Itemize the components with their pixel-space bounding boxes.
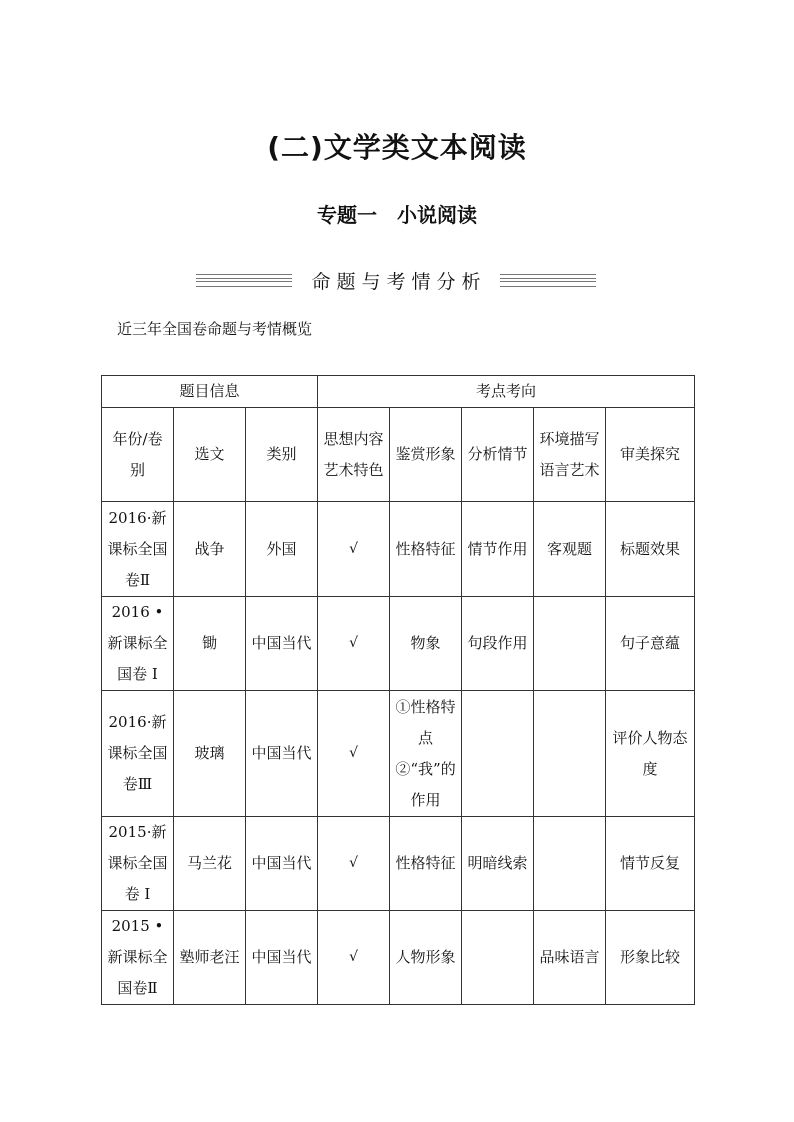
decorative-lines-left bbox=[196, 274, 292, 287]
cell-year: 2016·新课标全国卷Ⅱ bbox=[102, 502, 174, 597]
cell-image: 性格特征 bbox=[390, 502, 462, 597]
col-header-plot: 分析情节 bbox=[462, 408, 534, 502]
cell-text: 锄 bbox=[174, 597, 246, 691]
cell-category: 中国当代 bbox=[246, 817, 318, 911]
cell-theme: √ bbox=[318, 911, 390, 1005]
cell-year: 2016 •新课标全国卷 I bbox=[102, 597, 174, 691]
table-row bbox=[102, 502, 695, 597]
cell-category: 外国 bbox=[246, 502, 318, 597]
cell-text: 玻璃 bbox=[174, 691, 246, 817]
col-header-aesthetic: 审美探究 bbox=[606, 408, 695, 502]
cell-aesthetic: 情节反复 bbox=[606, 817, 695, 911]
section-heading-text: 命题与考情分析 bbox=[311, 270, 487, 293]
table-row bbox=[102, 597, 695, 691]
table-row bbox=[102, 817, 695, 911]
cell-text: 战争 bbox=[174, 502, 246, 597]
cell-year: 2015 •新课标全国卷Ⅱ bbox=[102, 911, 174, 1005]
col-header-theme: 思想内容艺术特色 bbox=[318, 408, 390, 502]
cell-plot bbox=[462, 691, 534, 817]
cell-aesthetic: 评价人物态度 bbox=[606, 691, 695, 817]
decorative-lines-right bbox=[500, 274, 596, 287]
cell-text: 马兰花 bbox=[174, 817, 246, 911]
page-title: (二)文学类文本阅读 bbox=[267, 131, 527, 164]
exam-info-table bbox=[101, 375, 695, 1005]
cell-text: 塾师老汪 bbox=[174, 911, 246, 1005]
cell-image: 物象 bbox=[390, 597, 462, 691]
cell-env bbox=[534, 597, 606, 691]
cell-category: 中国当代 bbox=[246, 911, 318, 1005]
cell-image: 人物形象 bbox=[390, 911, 462, 1005]
cell-category: 中国当代 bbox=[246, 597, 318, 691]
cell-image: 性格特征 bbox=[390, 817, 462, 911]
section-heading bbox=[196, 262, 596, 298]
col-header-image: 鉴赏形象 bbox=[390, 408, 462, 502]
chapter-subtitle: 专题一 小说阅读 bbox=[317, 203, 477, 227]
cell-plot bbox=[462, 911, 534, 1005]
col-header-category: 类别 bbox=[246, 408, 318, 502]
intro-text: 近三年全国卷命题与考情概览 bbox=[117, 320, 313, 338]
cell-env bbox=[534, 691, 606, 817]
cell-env bbox=[534, 817, 606, 911]
cell-aesthetic: 句子意蕴 bbox=[606, 597, 695, 691]
group-header-row bbox=[102, 376, 695, 408]
table-row bbox=[102, 911, 695, 1005]
cell-year: 2015·新课标全国卷 I bbox=[102, 817, 174, 911]
cell-env: 客观题 bbox=[534, 502, 606, 597]
cell-plot: 情节作用 bbox=[462, 502, 534, 597]
column-header-row bbox=[102, 408, 695, 502]
cell-year: 2016·新课标全国卷Ⅲ bbox=[102, 691, 174, 817]
cell-category: 中国当代 bbox=[246, 691, 318, 817]
table-row bbox=[102, 691, 695, 817]
cell-theme: √ bbox=[318, 691, 390, 817]
cell-aesthetic: 标题效果 bbox=[606, 502, 695, 597]
cell-env: 品味语言 bbox=[534, 911, 606, 1005]
col-header-env: 环境描写 语言艺术 bbox=[534, 408, 606, 502]
col-header-year: 年份/卷别 bbox=[102, 408, 174, 502]
col-header-text: 选文 bbox=[174, 408, 246, 502]
cell-image: ①性格特点②“我”的作用 bbox=[390, 691, 462, 817]
cell-aesthetic: 形象比较 bbox=[606, 911, 695, 1005]
cell-plot: 句段作用 bbox=[462, 597, 534, 691]
cell-theme: √ bbox=[318, 597, 390, 691]
cell-plot: 明暗线索 bbox=[462, 817, 534, 911]
group-header-topic-info: 题目信息 bbox=[102, 376, 318, 408]
cell-theme: √ bbox=[318, 817, 390, 911]
cell-theme: √ bbox=[318, 502, 390, 597]
group-header-test-points: 考点考向 bbox=[318, 376, 695, 408]
